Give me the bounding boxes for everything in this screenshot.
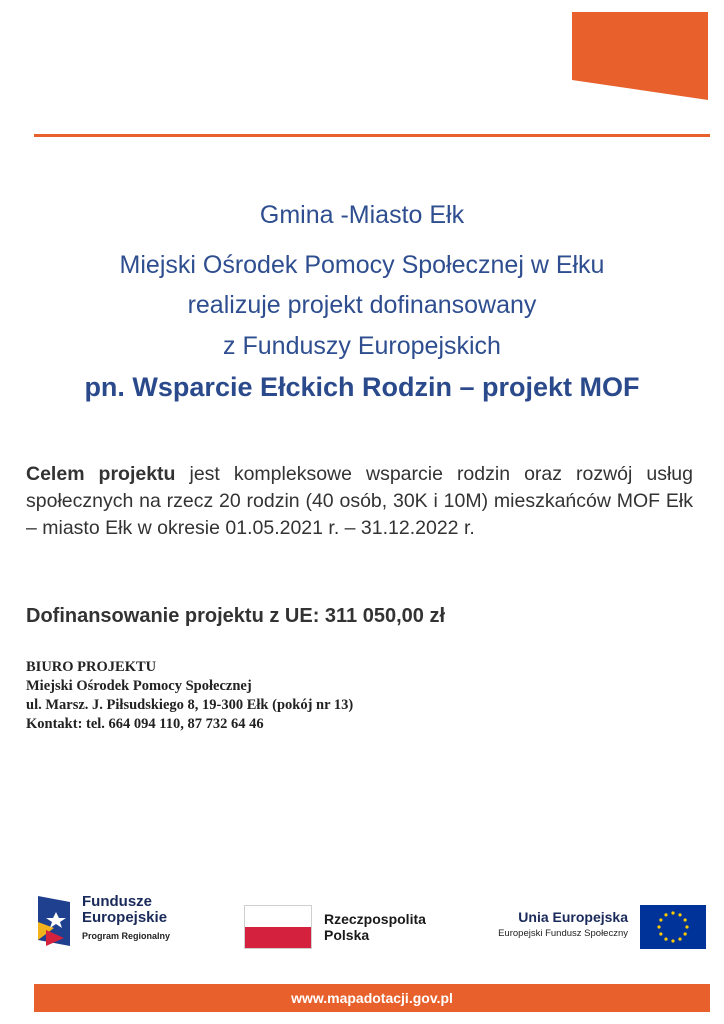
orange-corner-polygon <box>572 12 708 100</box>
rp-line2: Polska <box>324 927 370 943</box>
eu-star <box>664 913 667 916</box>
eu-star <box>664 938 667 941</box>
eu-star <box>685 925 688 928</box>
fundusze-europejskie-text <box>82 894 170 944</box>
eu-star <box>657 925 660 928</box>
eu-star <box>671 911 674 914</box>
office-name: Miejski Ośrodek Pomocy Społecznej <box>26 678 252 694</box>
project-name: pn. Wsparcie Ełckich Rodzin – projekt MOF <box>84 372 640 402</box>
rzeczpospolita-polska-text <box>324 911 426 943</box>
footer-url: www.mapadotacji.gov.pl <box>291 990 453 1006</box>
eu-star <box>684 932 687 935</box>
office-title: BIURO PROJEKTU <box>26 659 157 675</box>
fe-line2: Europejskie <box>82 909 168 926</box>
description-lead: Celem projektu <box>26 463 176 485</box>
fe-sub: Program Regionalny <box>82 931 171 941</box>
description-text: jest kompleksowe wsparcie rodzin oraz rozwój usług społecznych na rzecz 20 rodzin (40 osób, 30K i 10M) mieszkańców MOF Ełk – miasto Ełk w okresie 01.05.2021 r. – 31.12.2022 r. <box>26 463 693 539</box>
eu-main: Unia Europejska <box>518 909 628 925</box>
eu-star <box>659 918 662 921</box>
municipality-title: Gmina -Miasto Ełk <box>259 201 465 229</box>
unia-europejska-text <box>470 909 628 939</box>
eu-star <box>659 932 662 935</box>
project-description <box>26 461 693 542</box>
fundusze-europejskie-logo-icon <box>34 888 74 950</box>
eu-star <box>678 938 681 941</box>
eu-star <box>684 918 687 921</box>
footer-bar <box>34 984 710 1012</box>
project-intro-line: realizuje projekt dofinansowany <box>187 291 537 319</box>
institution-name: Miejski Ośrodek Pomocy Społecznej w Ełku <box>119 251 605 279</box>
eu-star <box>678 913 681 916</box>
fe-line1: Fundusze <box>82 893 152 910</box>
eu-star <box>671 939 674 942</box>
office-address: ul. Marsz. J. Piłsudskiego 8, 19-300 Ełk (pokój nr 13) <box>26 697 354 713</box>
top-divider-line <box>34 134 710 137</box>
project-office-block <box>26 658 353 734</box>
fund-source-line: z Funduszy Europejskich <box>223 332 501 360</box>
funding-amount: Dofinansowanie projektu z UE: 311 050,00 zł <box>26 605 446 627</box>
polish-flag-icon <box>244 905 312 949</box>
eu-sub: Europejski Fundusz Społeczny <box>498 928 628 939</box>
rp-line1: Rzeczpospolita <box>324 911 426 927</box>
eu-flag-icon <box>640 905 706 949</box>
office-contact: Kontakt: tel. 664 094 110, 87 732 64 46 <box>26 716 264 732</box>
logo-strip <box>0 880 724 970</box>
decorative-corner-shape <box>0 0 724 140</box>
